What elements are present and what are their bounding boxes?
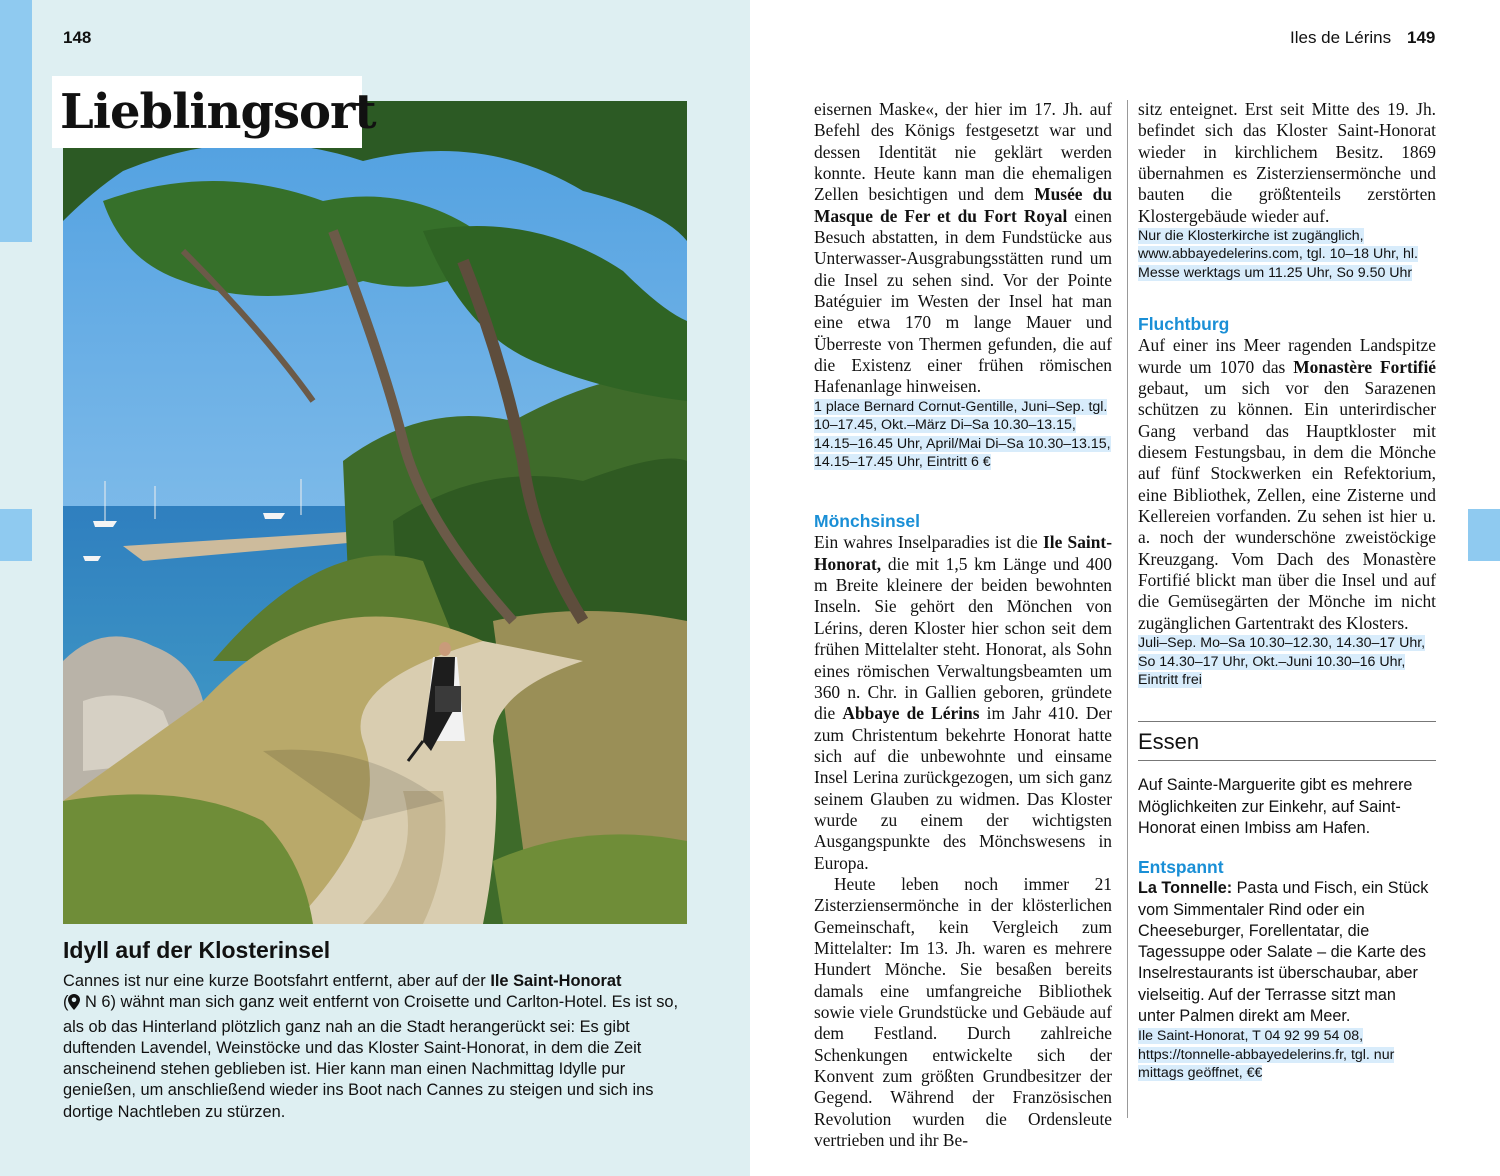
dining-paragraph: Auf Sainte-Marguerite gibt es mehrere Möglichkeiten zur Einkehr, auf Saint-Honorat einen Imbiss am Hafen. bbox=[1138, 776, 1413, 837]
restaurant-name: La Tonnelle: bbox=[1138, 879, 1233, 898]
text-column-2 bbox=[1138, 99, 1436, 1083]
monastery-paragraph: sitz enteignet. Erst seit Mitte des 19. Jh. befindet sich das Kloster Saint-Honorat wieder in kirchlichem Besitz. 1869 übernahmen es Zisterziensermönche und bauten die größtenteils zerstörten Klostergebäude wieder auf. bbox=[1138, 99, 1436, 226]
island-text-e: im Jahr 410. Der zum Christentum bekehrte Honorat hatte sich auf die unbewohnte und einsame Insel Lerina zurückgezogen, um sich ganz seinem Glauben zu widmen. Das Kloster wurde zu einem der wichtigsten Ausgangspunkte des Mönchswesens in Europa. bbox=[814, 703, 1112, 873]
museum-info-text: 1 place Bernard Cornut-Gentille, Juni–Sep. tgl. 10–17.45, Okt.–März Di–Sa 10.30–13.15, 14.15–16.45 Uhr, April/Mai Di–Sa 10.30–13.15, 14.15–17.45 Uhr, Eintritt 6 € bbox=[814, 398, 1111, 471]
fortified-text-a: Auf einer ins Meer ragenden Landspitze wurde um 1070 das bbox=[1138, 335, 1436, 377]
monks-paragraph: Heute leben noch immer 21 Zisterziensermönche in der klösterlichen Gemeinschaft, kein Vergleich zum Mittelalter: Im 13. Jh. waren es mehrere Hundert Mönche. Sie besaßen bereits damals eine umfangreiche Bibliothek sowie viele Grundstücke und Gebäude auf dem Festland. Durch zahlreiche Schenkungen entwickelte sich der Konvent zum größten Grundbesitzer der Gegend. Während der Französischen Revolution wurden die Ordensleute vertrieben und ihr Be- bbox=[814, 873, 1112, 1151]
island-text-a: Ein wahres Inselparadies ist die bbox=[814, 532, 1043, 553]
museum-info bbox=[814, 398, 1112, 472]
abbey-info bbox=[1138, 227, 1436, 282]
fortified-monastery-name: Monastère Fortifié bbox=[1293, 356, 1436, 377]
abbey-name: Abbaye de Lérins bbox=[842, 703, 980, 724]
restaurant-info bbox=[1138, 1027, 1436, 1082]
restaurant-info-text: Ile Saint-Honorat, T 04 92 99 54 08, https://tonnelle-abbayedelerins.fr, tgl. nur mittags geöffnet, €€ bbox=[1138, 1028, 1395, 1082]
page-number-right: 149 bbox=[1407, 28, 1436, 47]
idyll-text-highlight: Ile Saint-Honorat bbox=[490, 972, 622, 990]
restaurant-paragraph bbox=[1138, 878, 1436, 1027]
chapter-tab-middle bbox=[0, 509, 32, 561]
monk-path-photo bbox=[63, 101, 687, 924]
island-name: Ile Saint-Honorat, bbox=[814, 532, 1113, 574]
chapter-tab-top bbox=[0, 0, 32, 242]
favorite-place-title: Lieblingsort bbox=[52, 76, 362, 148]
abbey-info-text: Nur die Klosterkirche ist zugänglich, www.abbayedelerins.com, tgl. 10–18 Uhr, hl. Messe werktags um 11.25 Uhr, So 9.50 Uhr bbox=[1138, 228, 1418, 281]
page-number-left: 148 bbox=[63, 28, 92, 47]
fortified-text-c: gebaut, um sich vor den Sarazenen schützen zu können. Ein unterirdischer Gang verband das Hauptkloster mit diesem Festungsbau, in dem die Mönche auf fünf Stockwerken ein Refektorium, eine Bibliothek, Zellen, eine Zisterne und Kellereien vorfanden. Zu sehen ist hier u. a. noch der wunderschöne zweistöckige Kreuzgang. Vom Dach des Monastère Fortifié blickt man über die Insel und auf die Gemüsegärten der Mönche im nicht zugänglichen Gartentrakt des Klosters. bbox=[1138, 377, 1436, 633]
chapter-tab-right bbox=[1468, 509, 1500, 561]
heading-entspannt: Entspannt bbox=[1138, 857, 1224, 878]
fortified-monastery-paragraph bbox=[1138, 335, 1436, 634]
island-text-c: die mit 1,5 km Länge und 400 m Breite kleinere der beiden bewohnten Inseln. Sie gehört den Mönchen von Lérins, deren Kloster hier schon seit dem frühen Mittelalter steht. Honorat, als Sohn eines römischen Verwaltungsbeamten um 360 n. Chr. in Gallien geboren, gründete die bbox=[814, 553, 1112, 724]
idyll-heading: Idyll auf der Klosterinsel bbox=[63, 937, 331, 963]
idyll-text-part-1: Cannes ist nur eine kurze Bootsfahrt entfernt, aber auf der bbox=[63, 972, 491, 990]
essen-top-rule bbox=[1138, 721, 1436, 722]
idyll-text-part-2: ) wähnt man sich ganz weit entfernt von Croisette und Carlton-Hotel. Es ist so, als ob das Hinterland plötzlich ganz nah an die Stadt herangerückt sei: Es gibt duftenden Lavendel, Weinstöcke und das Kloster Saint-Honorat, in dem die Zeit anscheinend stehen geblieben ist. Hier kann man einen Nachmittag Idylle pur genießen, um anschließend wieder ins Boot nach Cannes zu steigen und sich ins dortige Nachtleben zu stürzen. bbox=[63, 993, 679, 1121]
running-head: Iles de Lérins bbox=[1290, 28, 1392, 47]
heading-fluchtburg: Fluchtburg bbox=[1138, 314, 1230, 335]
island-paragraph bbox=[814, 532, 1112, 874]
idyll-paragraph: Cannes ist nur eine kurze Bootsfahrt entfernt, aber auf der Ile Saint-Honorat ( N 6) wähnt man sich ganz weit entfernt von Croisette und Carlton-Hotel. Es ist so, als ob das Hinterland plötzlich ganz nah an die Stadt herangerückt sei: Es gibt duftenden Lavendel, Weinstöcke und das Kloster Saint-Honorat, in dem die Zeit anscheinend stehen geblieben ist. Hier kann man einen Nachmittag Idylle pur genießen, um anschließend wieder ins Boot nach Cannes zu steigen und sich ins dortige Nachtleben zu stürzen. bbox=[63, 972, 679, 1121]
text-column-1 bbox=[814, 99, 1112, 1151]
map-reference: N 6 bbox=[85, 993, 111, 1012]
restaurant-text: Pasta und Fisch, ein Stück vom Simmentaler Rind oder ein Cheeseburger, Forellentatar, die Tagessuppe oder Salate – die Karte des Inselrestaurants ist überschaubar, aber vielseitig. Auf der Terrasse sitzt man unter Palmen direkt am Meer. bbox=[1138, 879, 1429, 1025]
fort-paragraph bbox=[814, 99, 1112, 398]
fortified-info-text: Juli–Sep. Mo–Sa 10.30–12.30, 14.30–17 Uhr, So 14.30–17 Uhr, Okt.–Juni 10.30–16 Uhr, Eintritt frei bbox=[1138, 635, 1426, 688]
section-title-essen: Essen bbox=[1138, 729, 1200, 755]
fortified-info bbox=[1138, 634, 1436, 689]
fort-text-c: einen Besuch abstatten, in dem Fundstücke aus Unterwasser-Ausgrabungsstätten rund um die Insel zu sehen sind. Vor der Pointe Batéguier im Westen der Insel hat man eine etwa 170 m lange Mauer und Überreste von Thermen gefunden, die auf die Existenz einer frühen römischen Hafenanlage hinweisen. bbox=[814, 205, 1112, 397]
museum-name: Musée du Masque de Fer et du Fort Royal bbox=[814, 184, 1112, 226]
heading-moenchsinsel: Mönchsinsel bbox=[814, 511, 920, 532]
map-pin-icon bbox=[68, 994, 80, 1016]
fort-text-a: eisernen Maske«, der hier im 17. Jh. auf Befehl des Königs festgesetzt war und dessen Identität nie geklärt werden konnte. Heute kann man die ehemaligen Zellen besichtigen und dem bbox=[814, 99, 1112, 205]
column-divider bbox=[1127, 100, 1128, 1118]
